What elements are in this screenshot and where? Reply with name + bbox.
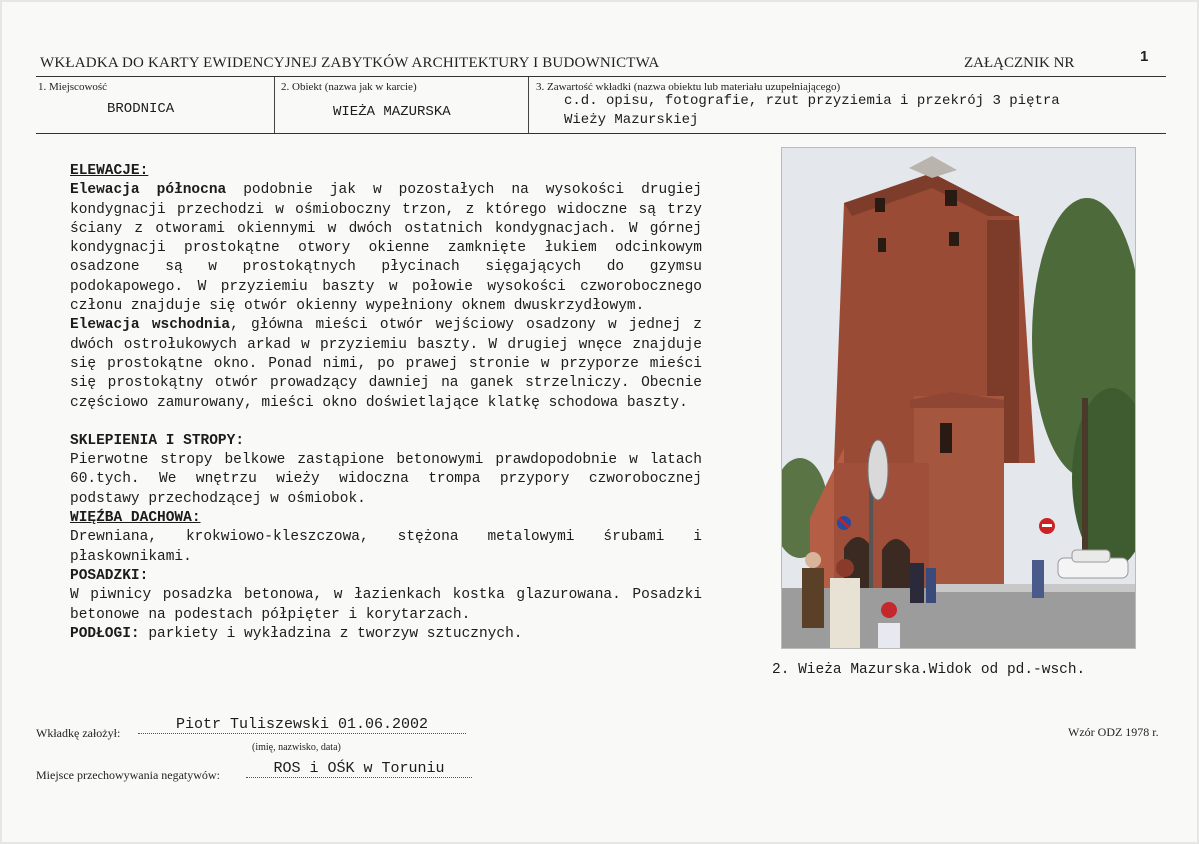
vaults-heading: SKLEPIENIA I STROPY: xyxy=(70,432,245,449)
north-elevation-heading: Elewacja północna xyxy=(70,182,227,199)
roof-text: Drewniana, krokwiowo-kleszczowa, stężona metalowymi śrubami i płaskownikami. xyxy=(70,529,702,565)
vaults-text: Pierwotne stropy belkowe zastąpione betonowymi prawdopodobnie w latach 60.tych. We wnętrzu wieży widoczna trompa przypory czworobocznej podstawy przechodzącej w ośmiobok. xyxy=(70,452,702,507)
elevations-heading: ELEWACJE: xyxy=(70,163,149,179)
east-elevation-heading: Elewacja wschodnia xyxy=(70,317,231,334)
object-label: 2. Obiekt (nazwa jak w karcie) xyxy=(281,81,417,93)
tower-photo xyxy=(781,147,1136,649)
field-divider-1 xyxy=(274,77,275,133)
north-elevation-text: podobnie jak w pozostałych na wysokości drugiej kondygnacji przechodzi w ośmioboczny trzon, z którego widoczne są trzy ściany z otworami okiennymi w dwóch ostatnich kondygnacjach. W górnej kondygnacji prostokątne otwory okienne zamknięte łukiem odcinkowym osadzone są w prostokątnych płycinach sięgających do gzymsu podokapowego. W przyziemiu baszty w połowie wysokości czworobocznego członu znajduje się otwór okienny wypełniony oknem dwuskrzydłowym. xyxy=(70,182,702,315)
description-body xyxy=(70,162,702,644)
locality-label: 1. Miejscowość xyxy=(38,81,108,93)
tower-photo-illustration xyxy=(782,148,1135,648)
header-top-rule xyxy=(36,76,1166,77)
field-divider-2 xyxy=(528,77,529,133)
document-title: WKŁADKA DO KARTY EWIDENCYJNEJ ZABYTKÓW ARCHITEKTURY I BUDOWNICTWA xyxy=(40,55,660,71)
roof-heading: WIĘŹBA DACHOWA: xyxy=(70,510,201,527)
form-pattern: Wzór ODZ 1978 r. xyxy=(1068,725,1159,739)
storage-value: ROS i OŚK w Toruniu xyxy=(246,760,472,778)
author-label: Wkładkę założył: xyxy=(36,726,121,740)
annex-label: ZAŁĄCZNIK NR xyxy=(964,55,1075,71)
author-hint: (imię, nazwisko, data) xyxy=(252,742,341,753)
document-sheet xyxy=(2,2,1197,842)
annex-number: 1 xyxy=(1140,48,1149,65)
object-value: WIEŻA MAZURSKA xyxy=(333,104,451,120)
author-value: Piotr Tuliszewski 01.06.2002 xyxy=(138,716,466,734)
content-label: 3. Zawartość wkładki (nazwa obiektu lub materiału uzupełniającego) xyxy=(536,81,841,93)
header-bottom-rule xyxy=(36,133,1166,134)
content-value-line1: c.d. opisu, fotografie, rzut przyziemia i przekrój 3 piętra xyxy=(564,93,1060,109)
east-elevation-text: , główna mieści otwór wejściowy osadzony w jednej z dwóch ostrołukowych arkad w przyziemiu baszty. W drugiej wnęce znajduje się prostokątne okno. Ponad nimi, po prawej stronie w przyporze mieści się prostokątny otwór prowadzący dawniej na ganek strzelniczy. Obecnie częściowo zamurowany, mieści okno doświetlające klatkę schodowa baszty. xyxy=(70,317,702,411)
floors-text: W piwnicy posadzka betonowa, w łazienkach kostka glazurowana. Posadzki betonowe na podestach półpięter i korytarzach. xyxy=(70,587,702,623)
flooring-heading: PODŁOGI: xyxy=(70,625,140,642)
locality-value: BRODNICA xyxy=(107,101,175,117)
content-value-line2: Wieży Mazurskiej xyxy=(564,112,699,128)
floors-heading: POSADZKI: xyxy=(70,567,149,584)
photo-caption: 2. Wieża Mazurska.Widok od pd.-wsch. xyxy=(772,662,1086,678)
flooring-text: parkiety i wykładzina z tworzyw sztucznych. xyxy=(139,625,523,642)
storage-label: Miejsce przechowywania negatywów: xyxy=(36,768,220,782)
